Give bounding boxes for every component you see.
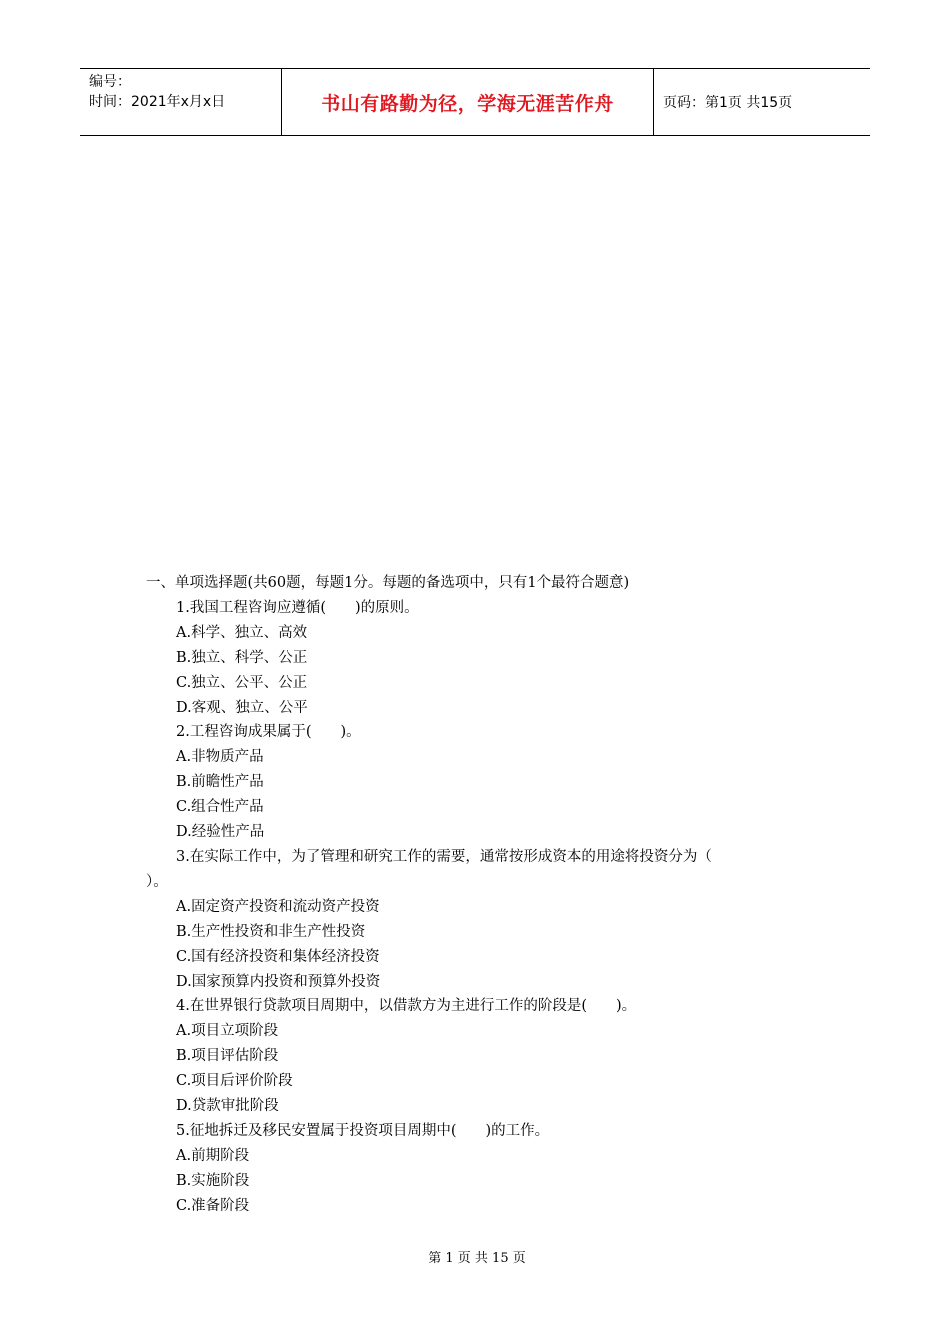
page-header: [80, 68, 870, 136]
answer-option: C.组合性产品: [176, 799, 264, 816]
header-motto-cell: [282, 69, 654, 135]
document-date-label: 时间：2021年x月x日: [89, 94, 226, 110]
answer-option: C.独立、公平、公正: [176, 674, 308, 691]
answer-option: D.国家预算内投资和预算外投资: [176, 973, 381, 990]
answer-option: A.科学、独立、高效: [176, 624, 308, 641]
answer-option: A.固定资产投资和流动资产投资: [176, 898, 380, 915]
question-stem: 3.在实际工作中，为了管理和研究工作的需要，通常按形成资本的用途将投资分为（: [176, 848, 712, 865]
header-motto: 书山有路勤为径，学海无涯苦作舟: [321, 92, 614, 115]
answer-option: C.项目后评价阶段: [176, 1073, 293, 1090]
answer-option: C.准备阶段: [176, 1197, 250, 1214]
header-page-info: 页码：第1页 共15页: [663, 95, 793, 111]
answer-option: C.国有经济投资和集体经济投资: [176, 948, 380, 965]
answer-option: B.生产性投资和非生产性投资: [176, 923, 366, 940]
question-stem: 2.工程咨询成果属于( )。: [176, 724, 361, 741]
answer-option: B.项目评估阶段: [176, 1048, 279, 1065]
question-stem: 4.在世界银行贷款项目周期中，以借款方为主进行工作的阶段是( )。: [176, 998, 637, 1015]
answer-option: D.经验性产品: [176, 824, 265, 841]
answer-option: A.项目立项阶段: [176, 1023, 279, 1040]
header-meta: [80, 69, 282, 135]
question-content: [146, 571, 806, 1219]
question-stem: 5.征地拆迁及移民安置属于投资项目周期中( )的工作。: [176, 1122, 550, 1139]
document-number-label: 编号：: [89, 74, 131, 90]
answer-option: A.非物质产品: [176, 749, 264, 766]
answer-option: D.贷款审批阶段: [176, 1098, 279, 1115]
answer-option: D.客观、独立、公平: [176, 699, 308, 716]
page-footer: [0, 1247, 950, 1266]
answer-option: B.实施阶段: [176, 1172, 250, 1189]
header-page-cell: [654, 69, 870, 135]
question-stem-continuation: ）。: [146, 873, 168, 890]
answer-option: B.前瞻性产品: [176, 774, 264, 791]
answer-option: A.前期阶段: [176, 1147, 250, 1164]
question-stem: 1.我国工程咨询应遵循( )的原则。: [176, 599, 419, 616]
answer-option: B.独立、科学、公正: [176, 649, 308, 666]
section-title: 一、单项选择题(共60题，每题1分。每题的备选项中，只有1个最符合题意): [146, 575, 630, 591]
footer-page-number: 第 1 页 共 15 页: [428, 1251, 526, 1266]
